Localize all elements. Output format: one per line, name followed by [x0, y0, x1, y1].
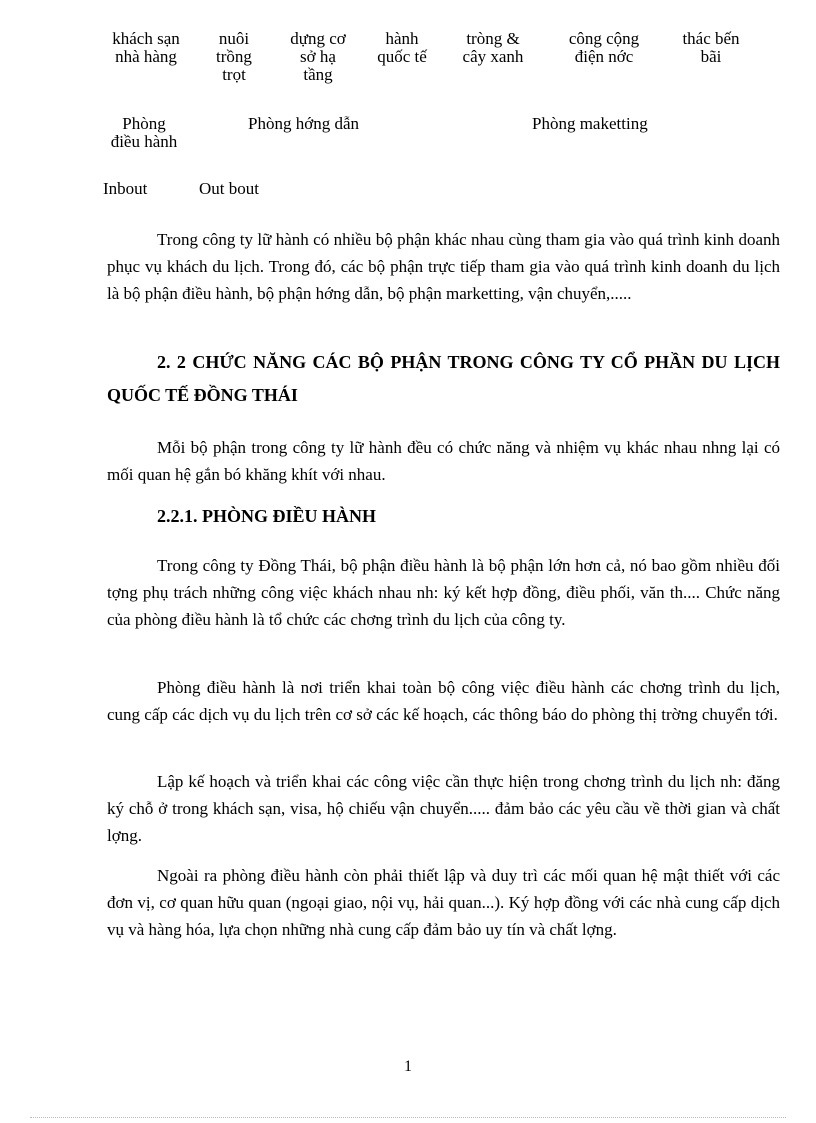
paragraph-operations-role: Phòng điều hành là nơi triển khai toàn bộ công việc điều hành các chơng trình du lịch, cung cấp các dịch vụ du lịch trên cơ sở các kế hoạch, các thông báo do phòng thị trờng chuyển tới. [107, 678, 780, 724]
diagram-label-infrastructure: dựng cơ sở hạ tầng [290, 29, 346, 84]
paragraph-operations-relations: Ngoài ra phòng điều hành còn phải thiết lập và duy trì các mối quan hệ mật thiết với các đơn vị, cơ quan hữu quan (ngoại giao, nội vụ, hải quan...). Ký hợp đồng với các nhà cung cấp dịch vụ và hàng hóa, lựa chọn những nhà cung cấp đảm bảo uy tín và chất lợng. [107, 866, 780, 939]
diagram-label-public-utilities: công cộng điện nớc [568, 29, 640, 66]
paragraph-operations-planning: Lập kế hoạch và triển khai các công việc cần thực hiện trong chơng trình du lịch nh: đăng ký chỗ ở trong khách sạn, visa, hộ chiếu vận chuyển..... đảm bảo các yêu cầu về thời gian và chất lợng. [107, 772, 780, 845]
paragraph-operations-intro: Trong công ty Đồng Thái, bộ phận điều hành là bộ phận lớn hơn cả, nó bao gồm nhiều đối tợng phụ trách những công việc khách nhau nh: ký kết hợp đồng, điều phối, văn th.... Chức năng của phòng điều hành là tổ chức các chơng trình du lịch của công ty. [107, 556, 780, 629]
diagram-label-international: hành quốc tế [377, 29, 427, 66]
diagram-label-hotel: khách sạn nhà hàng [112, 29, 180, 66]
page-number: 1 [404, 1058, 412, 1075]
section-heading: 2. 2 CHỨC NĂNG CÁC BỘ PHẬN TRONG CÔNG TY CỔ PHẦN DU LỊCH QUỐC TẾ ĐỒNG THÁI [107, 352, 780, 405]
department-marketing: Phòng maketting [532, 114, 648, 133]
paragraph-departments-overview: Trong công ty lữ hành có nhiều bộ phận khác nhau cùng tham gia vào quá trình kinh doanh phục vụ khách du lịch. Trong đó, các bộ phận trực tiếp tham gia vào quá trình kinh doanh du lịch là bộ phận điều hành, bộ phận hớng dẫn, bộ phận marketting, vận chuyển,..... [107, 230, 780, 303]
diagram-label-wharf: thác bến bãi [682, 29, 740, 66]
page-bottom-border [30, 1117, 786, 1118]
department-operations: Phòng điều hành [110, 114, 178, 151]
diagram-label-greenery: tròng & cây xanh [462, 29, 524, 66]
diagram-label-farming: nuôi trồng trọt [216, 29, 252, 84]
paragraph-department-functions: Mỗi bộ phận trong công ty lữ hành đều có chức năng và nhiệm vụ khác nhau nhng lại có mối quan hệ gắn bó khăng khít với nhau. [107, 438, 780, 484]
department-guiding: Phòng hớng dẫn [248, 114, 359, 133]
inbound-label: Inbout [103, 179, 148, 198]
outbound-label: Out bout [199, 179, 259, 198]
subsection-heading: 2.2.1. PHÒNG ĐIỀU HÀNH [157, 506, 377, 526]
